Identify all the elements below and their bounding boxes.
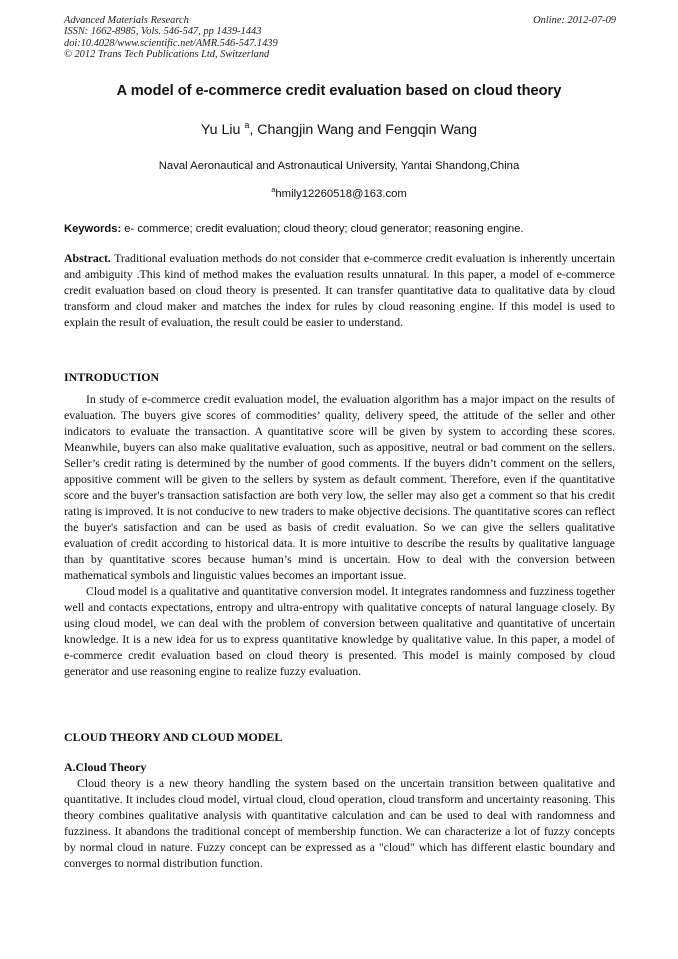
journal-name: Advanced Materials Research — [64, 15, 189, 26]
journal-copyright: © 2012 Trans Tech Publications Ltd, Switzerland — [64, 49, 270, 61]
paragraph: Cloud theory is a new theory handling the system based on the uncertain transition between qualitative and quantitative. It includes cloud model, virtual cloud, cloud operation, cloud transform and uncertainty reasoning. This theory combines qualitative analysis with quantitative calculation and can be used to deal with randomness and fuzziness. It abandons the traditional concept of membership function. We can characterize a lot of fuzzy concepts by normal cloud in nature. Fuzzy concept can be expressed as a "cloud" which has different elastic boundary and converges to normal distribution function. — [64, 776, 615, 870]
other-authors: , Changjin Wang and Fengqin Wang — [249, 122, 478, 138]
paragraph: In study of e-commerce credit evaluation model, the evaluation algorithm has a major impact on the results of evaluation. The buyers give scores of commodities’ quality, delivery speed, the attitude of the seller and other indicators to evaluate the transaction. A quantitative score will be given by system to according these scores. Meanwhile, buyers can also make qualitative evaluation, such as appositive, neutral or bad comment on the sellers. Seller’s credit rating is determined by the number of good comments. If the buyers didn’t comment on the sellers, appositive comment will be given to the sellers by system as default comment. Therefore, even if the quantitative score and the buyer's transaction satisfaction are both very low, the seller may also get a comment so that his credit rating is improved. It is not conducive to new traders to make objective decisions. The quantitative scores can reflect the buyer's satisfaction and can be used as basis of credit evaluation. So we can give the sellers qualitative evaluation of credit according to historical data. It is more intuitive to describe the results by qualitative language than by quantitative scores because human’s mind is uncertain. How to deal with the conversion between mathematical symbols and linguistic values becomes an important issue. — [64, 392, 615, 582]
subsection-heading-cloud-theory: A.Cloud Theory — [64, 760, 147, 774]
author-1: Yu Liu — [200, 122, 241, 138]
abstract-label: Abstract. — [64, 251, 111, 265]
section-heading-introduction: INTRODUCTION — [64, 370, 160, 384]
journal-doi: doi:10.4028/www.scientific.net/AMR.546-547.1439 — [64, 37, 278, 49]
paper-title: A model of e-commerce credit evaluation based on cloud theory — [116, 83, 562, 99]
abstract — [64, 250, 615, 330]
journal-info — [64, 15, 484, 61]
introduction-body — [64, 391, 615, 679]
section-heading-cloud-theory: CLOUD THEORY AND CLOUD MODEL — [64, 730, 283, 744]
affiliation: Naval Aeronautical and Astronautical University, Yantai Shandong,China — [158, 160, 520, 172]
author-email — [64, 187, 614, 201]
paragraph: Cloud model is a qualitative and quantitative conversion model. It integrates randomness and fuzziness together well and contacts expectations, entropy and ultra-entropy with qualitative concepts of natural language closely. By using cloud model, we can deal with the problem of conversion between qualitative and quantitative of uncertain knowledge. It is a new idea for us to express quantitative knowledge by qualitative value. In this paper, a model of e-commerce credit evaluation based on cloud theory is presented. This model is mainly composed by cloud generator and use reasoning engine to realize fuzzy evaluation. — [64, 584, 615, 678]
online-date: Online: 2012-07-09 — [533, 15, 616, 26]
email-mark: a — [271, 185, 276, 194]
keywords — [64, 222, 616, 236]
keywords-text: e- commerce; credit evaluation; cloud theory; cloud generator; reasoning engine. — [121, 223, 524, 235]
author-list — [64, 121, 614, 139]
keywords-label: Keywords: — [64, 223, 122, 235]
email-address: hmily12260518@163.com — [275, 188, 407, 200]
abstract-text: Traditional evaluation methods do not consider that e-commerce credit evaluation is inherently uncertain and ambiguity .This kind of method makes the evaluation results unnatural. In this paper, a model of e-commerce credit evaluation based on cloud theory is presented. It can transfer quantitative data to qualitative data by cloud transform and cloud maker and matches the index for rules by cloud reasoning engine. If this model is used to explain the result of evaluation, the result could be easier to understand. — [64, 251, 615, 329]
cloud-theory-body — [64, 775, 615, 871]
author-1-mark: a — [244, 120, 250, 130]
journal-issn: ISSN: 1662-8985, Vols. 546-547, pp 1439-1443 — [64, 26, 262, 38]
